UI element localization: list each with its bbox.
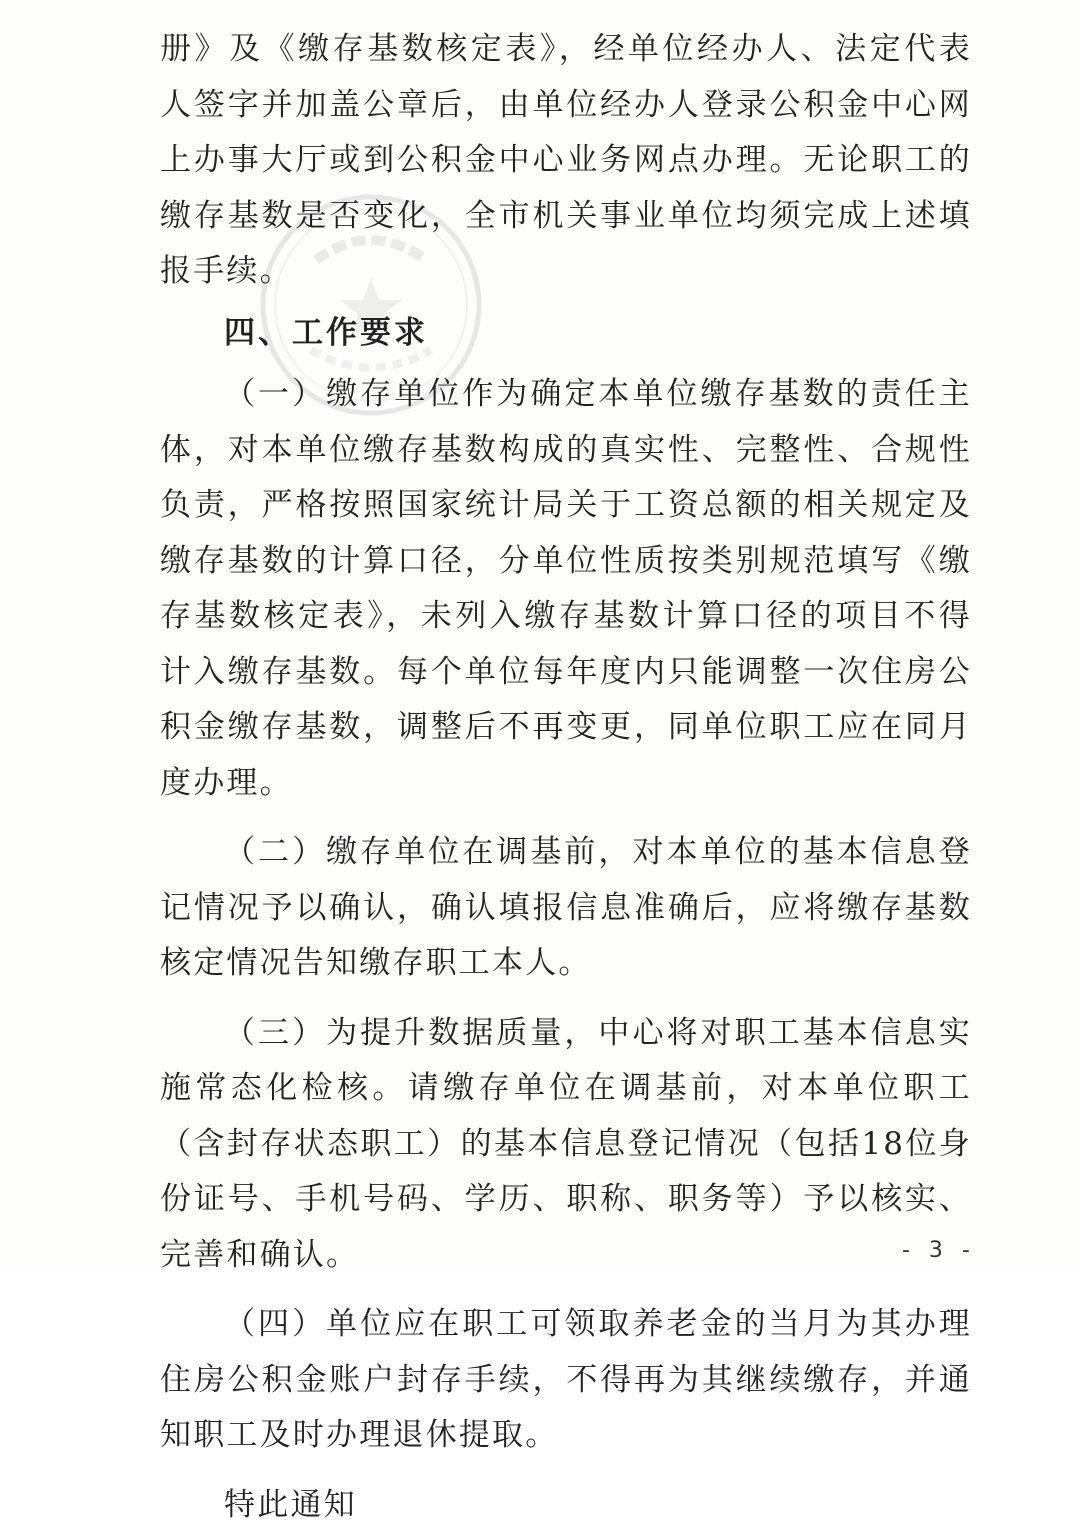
paragraph-3-continuation: 册》及《缴存基数核定表》，经单位经办人、法定代表人签字并加盖公章后，由单位经办人登录公积金中心网上办事大厅或到公积金中心业务网点办理。无论职工的缴存基数是否变化，全市机关事业单位均须完成上述填报手续。 <box>160 22 972 300</box>
closing-notice: 特此通知 <box>160 1478 972 1533</box>
paragraph-requirement-3: （三）为提升数据质量，中心将对职工基本信息实施常态化检核。请缴存单位在调基前，对本单位职工（含封存状态职工）的基本信息登记情况（包括18位身份证号、手机号码、学历、职称、职务等）予以核实、完善和确认。 <box>160 1006 972 1284</box>
page-number: - 3 - <box>902 1238 976 1263</box>
section-heading-work-requirements: 四、工作要求 <box>160 306 972 362</box>
paragraph-requirement-4: （四）单位应在职工可领取养老金的当月为其办理住房公积金账户封存手续，不得再为其继续缴存，并通知职工及时办理退休提取。 <box>160 1297 972 1464</box>
document-body <box>160 22 972 1533</box>
paragraph-requirement-2: （二）缴存单位在调基前，对本单位的基本信息登记情况予以确认，确认填报信息准确后，应将缴存基数核定情况告知缴存职工本人。 <box>160 825 972 992</box>
paragraph-requirement-1: （一）缴存单位作为确定本单位缴存基数的责任主体，对本单位缴存基数构成的真实性、完整性、合规性负责，严格按照国家统计局关于工资总额的相关规定及缴存基数的计算口径，分单位性质按类别规范填写《缴存基数核定表》，未列入缴存基数计算口径的项目不得计入缴存基数。每个单位每年度内只能调整一次住房公积金缴存基数，调整后不再变更，同单位职工应在同月度办理。 <box>160 367 972 811</box>
